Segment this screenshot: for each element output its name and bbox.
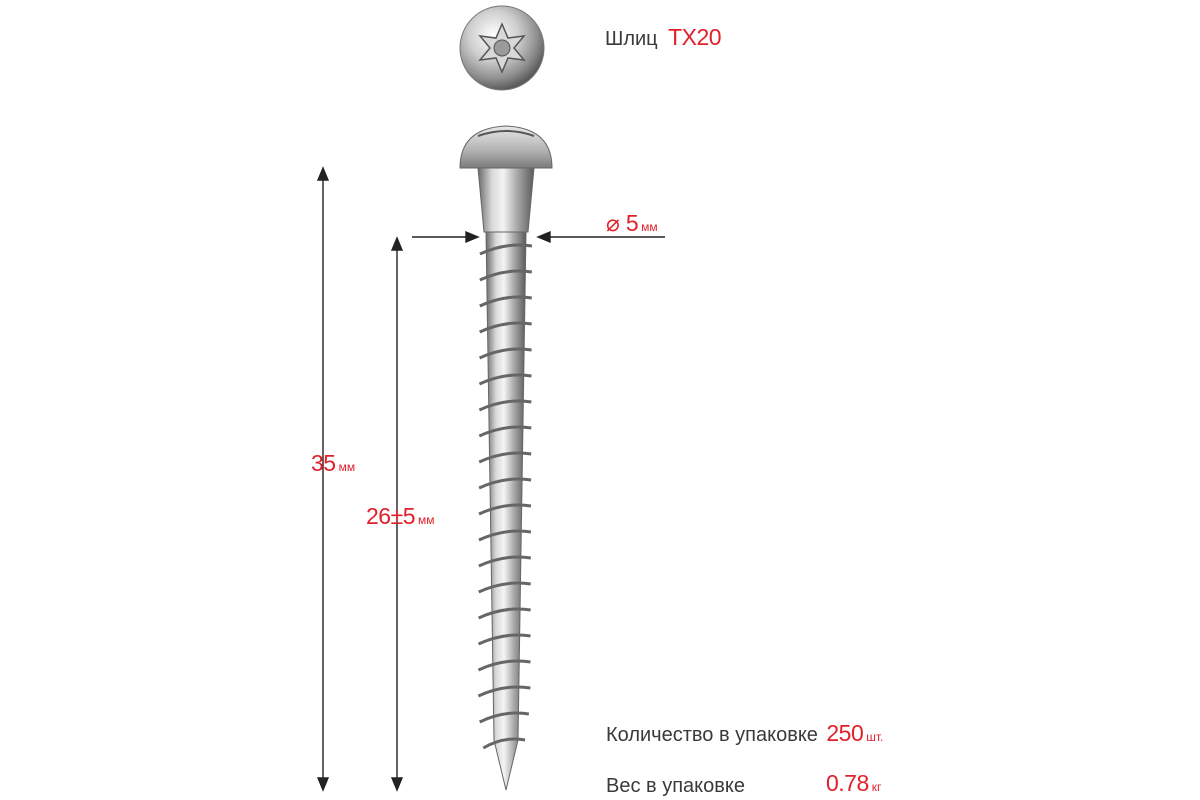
diameter-unit: мм [641, 220, 658, 234]
quantity-value: 250 [826, 720, 864, 746]
weight-value: 0.78 [826, 770, 869, 796]
slot-value: TX20 [668, 24, 722, 50]
quantity-label: Количество в упаковке [606, 724, 818, 746]
screw-head-top-view [460, 6, 544, 90]
total-length-spec [311, 452, 355, 475]
thread-length-value: 26±5 [366, 503, 415, 529]
total-length-unit: мм [338, 460, 356, 474]
weight-label: Вес в упаковке [606, 775, 745, 797]
total-length-value: 35 [311, 450, 336, 476]
slot-spec [605, 26, 721, 49]
thread-length-spec [366, 505, 435, 528]
slot-label: Шлиц [605, 28, 658, 50]
quantity-spec [606, 722, 883, 745]
diameter-symbol: ⌀ [606, 210, 620, 236]
diameter-value: 5 [625, 210, 639, 236]
weight-spec [826, 772, 881, 795]
weight-unit: кг [871, 780, 882, 794]
screw-side-view [460, 126, 552, 790]
diameter-spec [606, 212, 658, 235]
quantity-unit: шт. [866, 730, 884, 744]
thread-length-unit: мм [418, 513, 435, 527]
